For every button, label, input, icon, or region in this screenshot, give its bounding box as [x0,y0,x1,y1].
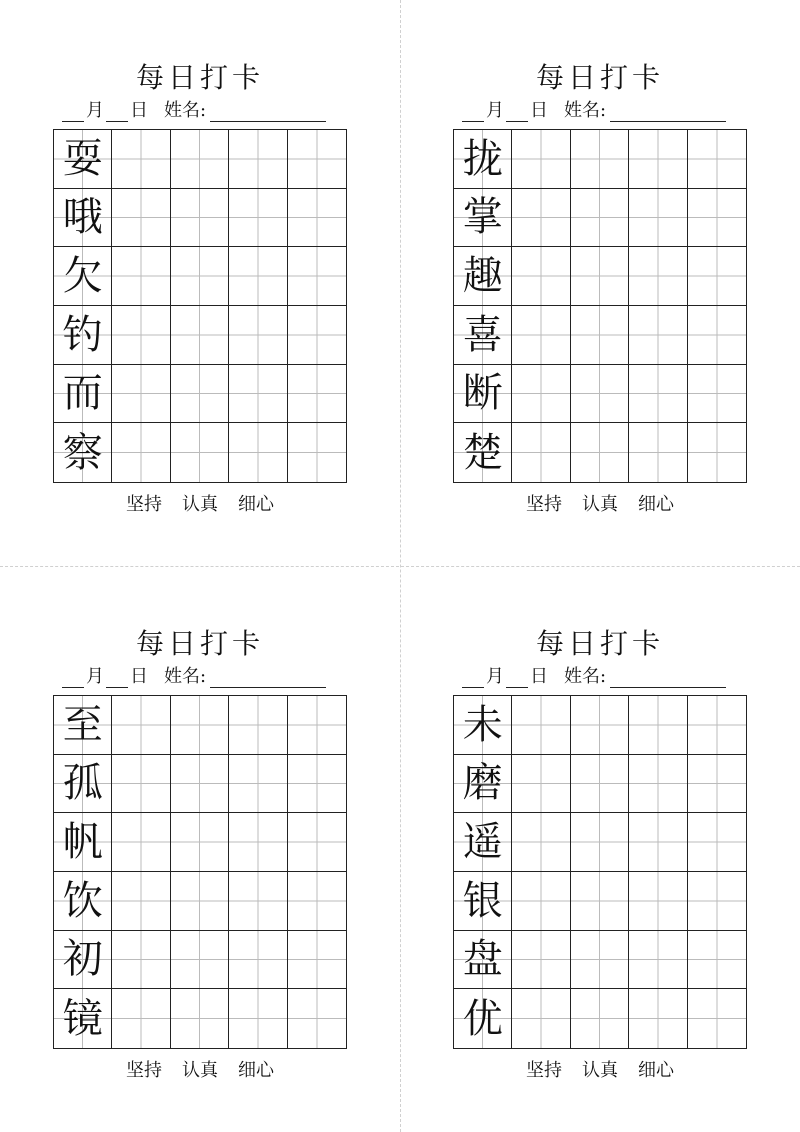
practice-cell[interactable] [288,931,346,990]
practice-cell[interactable] [229,365,287,424]
motto-word: 坚持 [526,494,562,515]
practice-cell[interactable] [688,306,746,365]
month-blank[interactable] [62,101,84,122]
practice-cell[interactable] [288,247,346,306]
practice-cell[interactable] [512,306,570,365]
model-character: 盘 [462,936,503,983]
model-character-cell [454,755,512,814]
model-character: 钓 [62,311,103,358]
motto-word: 认真 [582,494,618,515]
model-character: 察 [62,429,103,476]
model-character-cell [454,306,512,365]
practice-cell[interactable] [229,189,287,248]
practice-cell[interactable] [171,130,229,189]
month-blank[interactable] [62,667,84,688]
practice-cell[interactable] [629,423,687,482]
practice-cell[interactable] [688,696,746,755]
practice-cell[interactable] [229,247,287,306]
model-character-cell [54,696,112,755]
card-title: 每日打卡 [535,61,664,94]
model-character-cell [54,813,112,872]
motto-word: 认真 [182,494,218,515]
model-character-cell [54,931,112,990]
practice-cell[interactable] [571,423,629,482]
practice-cell[interactable] [688,931,746,990]
practice-card [0,566,400,1132]
practice-cell[interactable] [512,423,570,482]
practice-cell[interactable] [171,423,229,482]
practice-cell[interactable] [229,931,287,990]
model-character: 楚 [462,429,503,476]
name-label: 姓名: [564,100,607,121]
motto-word: 细心 [638,494,674,515]
name-blank[interactable] [610,667,726,688]
day-blank[interactable] [106,667,128,688]
day-blank[interactable] [506,101,528,122]
practice-cell[interactable] [288,755,346,814]
name-blank[interactable] [610,101,726,122]
model-character-cell [54,755,112,814]
card-title: 每日打卡 [135,627,264,660]
practice-cell[interactable] [229,696,287,755]
model-character-cell [454,872,512,931]
model-character-cell [454,931,512,990]
card-title: 每日打卡 [535,627,664,660]
practice-cell[interactable] [171,306,229,365]
model-character: 未 [462,701,503,748]
practice-cell[interactable] [571,755,629,814]
day-label: 日 [530,666,548,687]
model-character-cell [454,130,512,189]
practice-cell[interactable] [571,306,629,365]
practice-cell[interactable] [688,989,746,1048]
practice-cell[interactable] [112,696,170,755]
practice-cell[interactable] [629,696,687,755]
practice-cell[interactable] [629,306,687,365]
model-character-cell [454,423,512,482]
practice-cell[interactable] [229,872,287,931]
model-character-cell [54,189,112,248]
motto-word: 坚持 [126,494,162,515]
practice-cell[interactable] [112,189,170,248]
month-blank[interactable] [462,101,484,122]
practice-cell[interactable] [629,813,687,872]
model-character: 哦 [62,194,103,241]
model-character: 喜 [462,311,503,358]
practice-cell[interactable] [512,872,570,931]
date-name-line [462,662,752,688]
model-character: 帆 [62,819,103,866]
practice-cell[interactable] [571,989,629,1048]
practice-cell[interactable] [629,189,687,248]
practice-cell[interactable] [688,365,746,424]
practice-cell[interactable] [512,696,570,755]
practice-cell[interactable] [512,931,570,990]
practice-cell[interactable] [512,189,570,248]
practice-cell[interactable] [629,365,687,424]
name-blank[interactable] [210,101,326,122]
practice-cell[interactable] [288,696,346,755]
motto-line [400,490,800,516]
model-character: 而 [62,370,103,417]
model-character: 掌 [462,194,503,241]
practice-cell[interactable] [512,247,570,306]
model-character-cell [54,989,112,1048]
practice-cell[interactable] [229,755,287,814]
model-character-cell [454,247,512,306]
practice-cell[interactable] [688,247,746,306]
month-label: 月 [86,666,104,687]
practice-cell[interactable] [571,872,629,931]
practice-cell[interactable] [288,130,346,189]
card-title: 每日打卡 [135,61,264,94]
motto-word: 细心 [638,1060,674,1081]
practice-cell[interactable] [288,189,346,248]
date-name-line [462,96,752,122]
motto-line [0,1056,400,1082]
practice-cell[interactable] [112,247,170,306]
name-blank[interactable] [210,667,326,688]
day-blank[interactable] [506,667,528,688]
model-character-cell [454,365,512,424]
model-character: 镜 [62,995,103,1042]
practice-cell[interactable] [512,365,570,424]
model-character: 优 [462,995,503,1042]
model-character: 磨 [462,760,503,807]
practice-cell[interactable] [629,872,687,931]
practice-cell[interactable] [571,813,629,872]
day-label: 日 [530,100,548,121]
model-character-cell [454,989,512,1048]
practice-cell[interactable] [688,189,746,248]
model-character-cell [54,247,112,306]
practice-cell[interactable] [288,423,346,482]
model-character: 欠 [62,253,103,300]
motto-line [400,1056,800,1082]
model-character: 银 [462,877,503,924]
practice-cell[interactable] [512,813,570,872]
practice-cell[interactable] [112,755,170,814]
practice-cell[interactable] [688,130,746,189]
model-character: 孤 [62,760,103,807]
practice-cell[interactable] [629,755,687,814]
motto-word: 坚持 [526,1060,562,1081]
motto-word: 细心 [238,494,274,515]
practice-cell[interactable] [229,989,287,1048]
model-character: 遥 [462,819,503,866]
practice-cell[interactable] [288,306,346,365]
practice-cell[interactable] [112,423,170,482]
writing-grid [53,129,347,483]
practice-cell[interactable] [629,989,687,1048]
practice-cell[interactable] [688,423,746,482]
practice-cell[interactable] [171,813,229,872]
month-label: 月 [86,100,104,121]
practice-cell[interactable] [288,365,346,424]
model-character: 趣 [462,253,503,300]
month-label: 月 [486,100,504,121]
practice-cell[interactable] [512,989,570,1048]
practice-cell[interactable] [229,423,287,482]
practice-cell[interactable] [112,931,170,990]
name-label: 姓名: [164,666,207,687]
model-character: 饮 [62,877,103,924]
practice-cell[interactable] [288,872,346,931]
practice-cell[interactable] [571,365,629,424]
practice-cell[interactable] [512,130,570,189]
practice-cell[interactable] [571,130,629,189]
practice-cell[interactable] [171,365,229,424]
model-character: 初 [62,936,103,983]
name-label: 姓名: [564,666,607,687]
practice-cell[interactable] [171,189,229,248]
practice-cell[interactable] [112,365,170,424]
model-character-cell [54,130,112,189]
practice-cell[interactable] [288,813,346,872]
month-label: 月 [486,666,504,687]
practice-cell[interactable] [229,813,287,872]
day-blank[interactable] [106,101,128,122]
practice-cell[interactable] [112,130,170,189]
model-character: 耍 [62,135,103,182]
practice-cell[interactable] [512,755,570,814]
practice-cell[interactable] [112,989,170,1048]
practice-cell[interactable] [171,989,229,1048]
motto-word: 认真 [582,1060,618,1081]
practice-card [400,0,800,566]
practice-cell[interactable] [288,989,346,1048]
model-character: 拢 [462,135,503,182]
practice-cell[interactable] [688,872,746,931]
practice-card [400,566,800,1132]
practice-cell[interactable] [171,931,229,990]
model-character-cell [54,872,112,931]
date-name-line [62,96,352,122]
model-character-cell [54,365,112,424]
practice-cell[interactable] [112,306,170,365]
practice-cell[interactable] [171,696,229,755]
practice-cell[interactable] [229,306,287,365]
practice-cell[interactable] [629,931,687,990]
model-character: 断 [462,370,503,417]
model-character: 至 [62,701,103,748]
practice-cell[interactable] [629,247,687,306]
practice-cell[interactable] [571,696,629,755]
model-character-cell [454,696,512,755]
date-name-line [62,662,352,688]
practice-cell[interactable] [629,130,687,189]
writing-grid [453,129,747,483]
month-blank[interactable] [462,667,484,688]
practice-card [0,0,400,566]
day-label: 日 [130,666,148,687]
day-label: 日 [130,100,148,121]
model-character-cell [54,423,112,482]
name-label: 姓名: [164,100,207,121]
model-character-cell [54,306,112,365]
writing-grid [453,695,747,1049]
model-character-cell [454,189,512,248]
practice-cell[interactable] [571,189,629,248]
motto-word: 坚持 [126,1060,162,1081]
practice-cell[interactable] [571,931,629,990]
practice-cell[interactable] [171,247,229,306]
motto-word: 细心 [238,1060,274,1081]
motto-line [0,490,400,516]
practice-cell[interactable] [171,872,229,931]
motto-word: 认真 [182,1060,218,1081]
practice-cell[interactable] [688,755,746,814]
writing-grid [53,695,347,1049]
practice-cell[interactable] [171,755,229,814]
practice-cell[interactable] [112,872,170,931]
practice-cell[interactable] [688,813,746,872]
practice-cell[interactable] [571,247,629,306]
practice-cell[interactable] [229,130,287,189]
practice-cell[interactable] [112,813,170,872]
model-character-cell [454,813,512,872]
